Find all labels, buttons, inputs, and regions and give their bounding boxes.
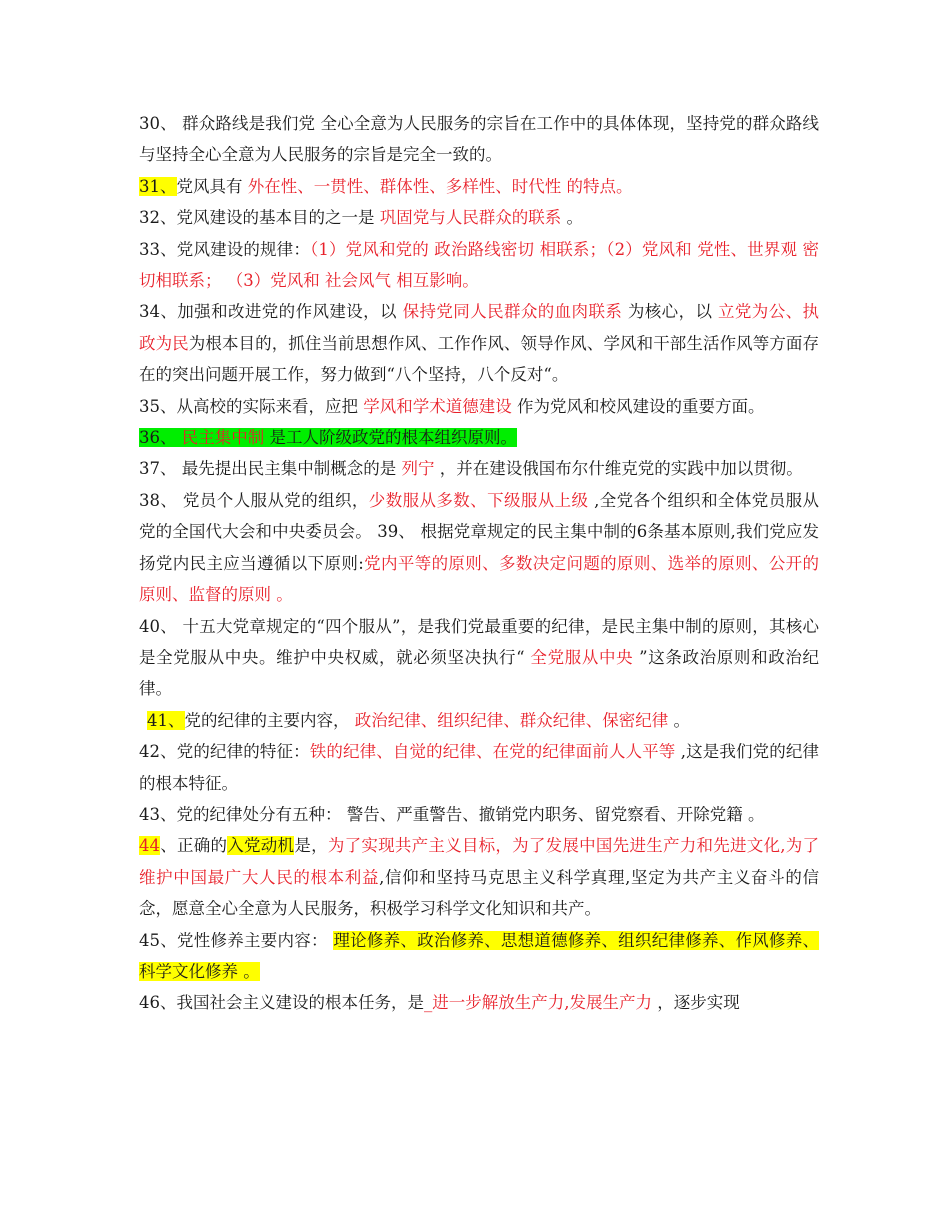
item-46	[139, 987, 819, 1018]
item-38-mid: ,全党各个组织和全体党员服从党的全国代大会和中央委员会。 39、 根据党章规定的民主集中制的6条基本原则,我们党应发扬党内民主应当遵循以下原则:	[139, 490, 819, 573]
item-40	[139, 611, 819, 705]
item-36-tail: 是工人阶级政党的根本组织原则。	[264, 428, 517, 448]
item-35	[139, 391, 819, 422]
item-45	[139, 925, 819, 988]
item-31	[139, 171, 819, 202]
item-34-answer-1: 保持党同人民群众的血肉联系	[402, 302, 623, 322]
item-46-tail: ，逐步实现	[652, 993, 740, 1013]
item-38-answer-2: 党内平等的原则、多数决定问题的原则、选举的原则、公开的原则、监督的原则 。	[139, 553, 820, 605]
item-40-text: 40、 十五大党章规定的“四个服从”，是我们党最重要的纪律，是民主集中制的原则，其核心是全党服从中央。维护中央权威，就必须坚决执行“	[139, 616, 819, 667]
item-43-text: 43、党的纪律处分有五种： 警告、严重警告、撤销党内职务、留党察看、开除党籍 。	[139, 804, 765, 824]
item-37-answer: 列宁	[401, 459, 435, 479]
item-44	[139, 830, 819, 924]
item-44-highlight: 入党动机	[227, 836, 295, 856]
item-41-tail: 。	[668, 710, 690, 730]
item-32-tail: 。	[561, 208, 583, 228]
item-35-text: 35、从高校的实际来看，应把	[139, 396, 364, 416]
item-31-number: 31、	[139, 176, 177, 196]
item-44-mid: 是，	[294, 836, 328, 856]
item-33-answer: （1）党风和党的 政治路线密切 相联系；（2）党风和 党性、世界观 密切相联系； （3）党风和 社会风气 相互影响。	[139, 239, 819, 291]
item-37	[139, 453, 819, 484]
item-43	[139, 799, 819, 830]
item-34-mid: 为核心，以	[622, 302, 719, 322]
item-46-text: 46、我国社会主义建设的根本任务，是	[139, 993, 424, 1013]
item-30-text: 30、 群众路线是我们党 全心全意为人民服务的宗旨在工作中的具体体现，坚持党的群众路线与坚持全心全意为人民服务的宗旨是完全一致的。	[139, 114, 819, 165]
item-32-text: 32、党风建设的基本目的之一是	[139, 208, 380, 228]
item-34-tail: 为根本目的，抓住当前思想作风、工作作风、领导作风、学风和干部生活作风等方面存在的突出问题开展工作，努力做到“八个坚持，八个反对“。	[139, 333, 820, 385]
item-33	[139, 234, 819, 297]
item-44-text: 、正确的	[160, 836, 228, 856]
item-36-text: 36、	[139, 428, 182, 448]
item-32-answer: 巩固党与人民群众的联系	[379, 208, 562, 228]
item-45-text: 45、党性修养主要内容：	[139, 930, 334, 950]
item-36-highlight	[139, 428, 517, 447]
item-42-tail: ,这是我们党的纪律的根本特征。	[139, 742, 819, 793]
item-37-tail: ，并在建设俄国布尔什维克党的实践中加以贯彻。	[434, 459, 803, 479]
item-38-answer-1: 少数服从多数、下级服从上级	[368, 490, 589, 510]
item-35-answer: 学风和学术道德建设	[363, 396, 512, 416]
item-37-text: 37、 最先提出民主集中制概念的是	[139, 459, 402, 479]
item-32	[139, 202, 819, 233]
item-33-text: 33、党风建设的规律：	[139, 239, 310, 259]
item-38-text: 38、 党员个人服从党的组织，	[139, 490, 369, 510]
item-35-tail: 作为党风和校风建设的重要方面。	[511, 396, 765, 416]
item-34	[139, 296, 819, 390]
item-31-answer: 外在性、一贯性、群体性、多样性、时代性 的特点。	[247, 176, 633, 196]
item-40-answer: 全党服从中央	[530, 647, 634, 667]
item-34-text: 34、加强和改进党的作风建设，以	[139, 302, 403, 322]
item-38	[139, 485, 819, 611]
item-41	[139, 705, 819, 736]
item-30	[139, 108, 819, 171]
item-42-answer: 铁的纪律、自觉的纪律、在党的纪律面前人人平等	[309, 742, 676, 762]
item-46-answer: _进一步解放生产力,发展生产力	[424, 993, 652, 1013]
item-41-answer: 政治纪律、组织纪律、群众纪律、保密纪律	[354, 710, 669, 730]
item-31-text: 党风具有	[176, 176, 248, 196]
item-44-answer: 为了实现共产主义目标，为了发展中国先进生产力和先进文化,为了维护中国最广大人民的根本利益	[139, 836, 820, 887]
item-42-text: 42、党的纪律的特征：	[139, 742, 310, 762]
item-40-tail: ”这条政治原则和政治纪律。	[139, 647, 819, 699]
document-page	[139, 108, 819, 1019]
item-34-answer-2: 立党为公、执政为民	[139, 302, 819, 353]
item-41-text: 党的纪律的主要内容，	[184, 710, 355, 730]
item-44-tail: ,信仰和坚持马克思主义科学真理,坚定为共产主义奋斗的信念，愿意全心全意为人民服务，积极学习科学文化知识和共产。	[139, 867, 819, 919]
item-44-number: 44	[139, 836, 160, 856]
item-36-answer: 民主集中制	[181, 428, 265, 448]
item-41-number: 41、	[147, 710, 185, 730]
item-42	[139, 736, 819, 799]
item-45-answer: 理论修养、政治修养、思想道德修养、组织纪律修养、作风修养、科学文化修养 。	[139, 930, 820, 981]
item-36	[139, 422, 819, 453]
